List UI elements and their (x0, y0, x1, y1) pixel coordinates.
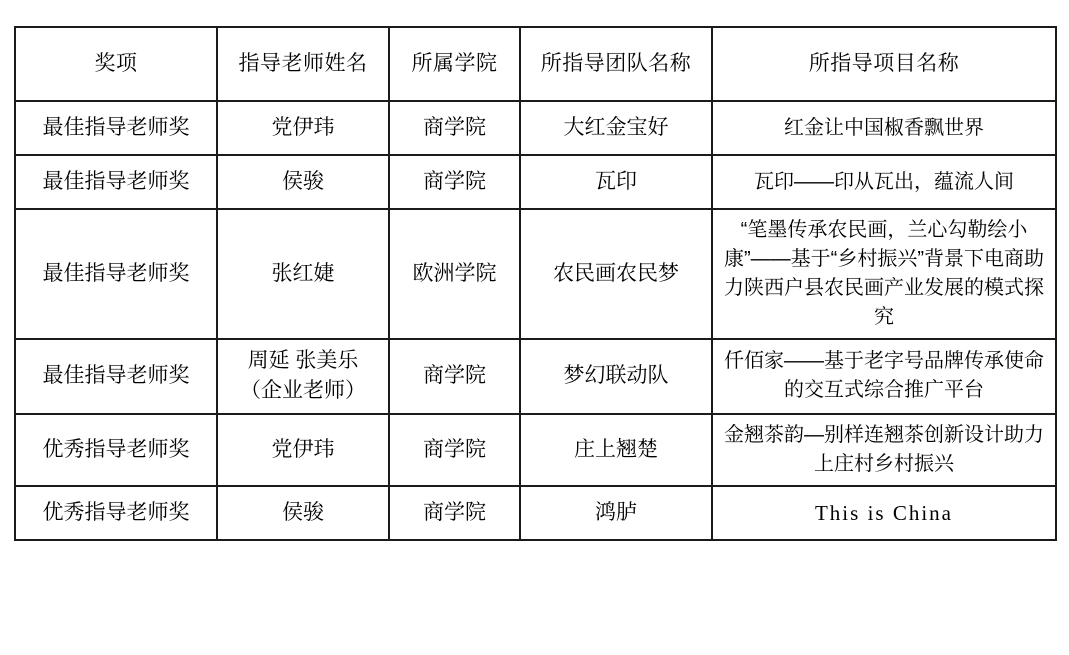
table-row (15, 486, 1056, 540)
cell-award: 最佳指导老师奖 (15, 209, 217, 339)
cell-college: 商学院 (389, 101, 520, 155)
cell-college: 商学院 (389, 155, 520, 209)
column-header-award: 奖项 (15, 27, 217, 101)
cell-team: 农民画农民梦 (520, 209, 712, 339)
cell-teacher: 侯骏 (217, 486, 389, 540)
column-header-college: 所属学院 (389, 27, 520, 101)
table-row (15, 414, 1056, 486)
cell-teacher: 党伊玮 (217, 414, 389, 486)
cell-college: 商学院 (389, 339, 520, 414)
table-row (15, 155, 1056, 209)
cell-project: “笔墨传承农民画，兰心勾勒绘小康”——基于“乡村振兴”背景下电商助力陕西户县农民画产业发展的模式探究 (712, 209, 1056, 339)
cell-award: 最佳指导老师奖 (15, 339, 217, 414)
table-header (15, 27, 1056, 101)
column-header-project-name: 所指导项目名称 (712, 27, 1056, 101)
cell-teacher: 党伊玮 (217, 101, 389, 155)
cell-team: 鸿胪 (520, 486, 712, 540)
table-body (15, 101, 1056, 540)
column-header-team-name: 所指导团队名称 (520, 27, 712, 101)
cell-project: 瓦印——印从瓦出，蕴流人间 (712, 155, 1056, 209)
table-header-row (15, 27, 1056, 101)
cell-award: 最佳指导老师奖 (15, 155, 217, 209)
cell-team: 大红金宝好 (520, 101, 712, 155)
teacher-affiliation-note: （企业老师） (240, 379, 366, 403)
cell-award: 优秀指导老师奖 (15, 414, 217, 486)
cell-team: 瓦印 (520, 155, 712, 209)
column-header-teacher-name: 指导老师姓名 (217, 27, 389, 101)
cell-project: 红金让中国椒香飘世界 (712, 101, 1056, 155)
table-row (15, 101, 1056, 155)
cell-teacher (217, 339, 389, 414)
table-row (15, 209, 1056, 339)
table-row (15, 339, 1056, 414)
cell-team: 梦幻联动队 (520, 339, 712, 414)
cell-award: 最佳指导老师奖 (15, 101, 217, 155)
cell-project: This is China (712, 486, 1056, 540)
award-table (14, 26, 1057, 541)
cell-teacher: 张红婕 (217, 209, 389, 339)
cell-teacher: 侯骏 (217, 155, 389, 209)
cell-college: 商学院 (389, 486, 520, 540)
cell-award: 优秀指导老师奖 (15, 486, 217, 540)
cell-project: 仟佰家——基于老字号品牌传承使命的交互式综合推广平台 (712, 339, 1056, 414)
cell-team: 庄上翘楚 (520, 414, 712, 486)
cell-college: 欧洲学院 (389, 209, 520, 339)
cell-project: 金翘茶韵—别样连翘茶创新设计助力上庄村乡村振兴 (712, 414, 1056, 486)
cell-college: 商学院 (389, 414, 520, 486)
teacher-names: 周延 张美乐 (247, 349, 359, 372)
